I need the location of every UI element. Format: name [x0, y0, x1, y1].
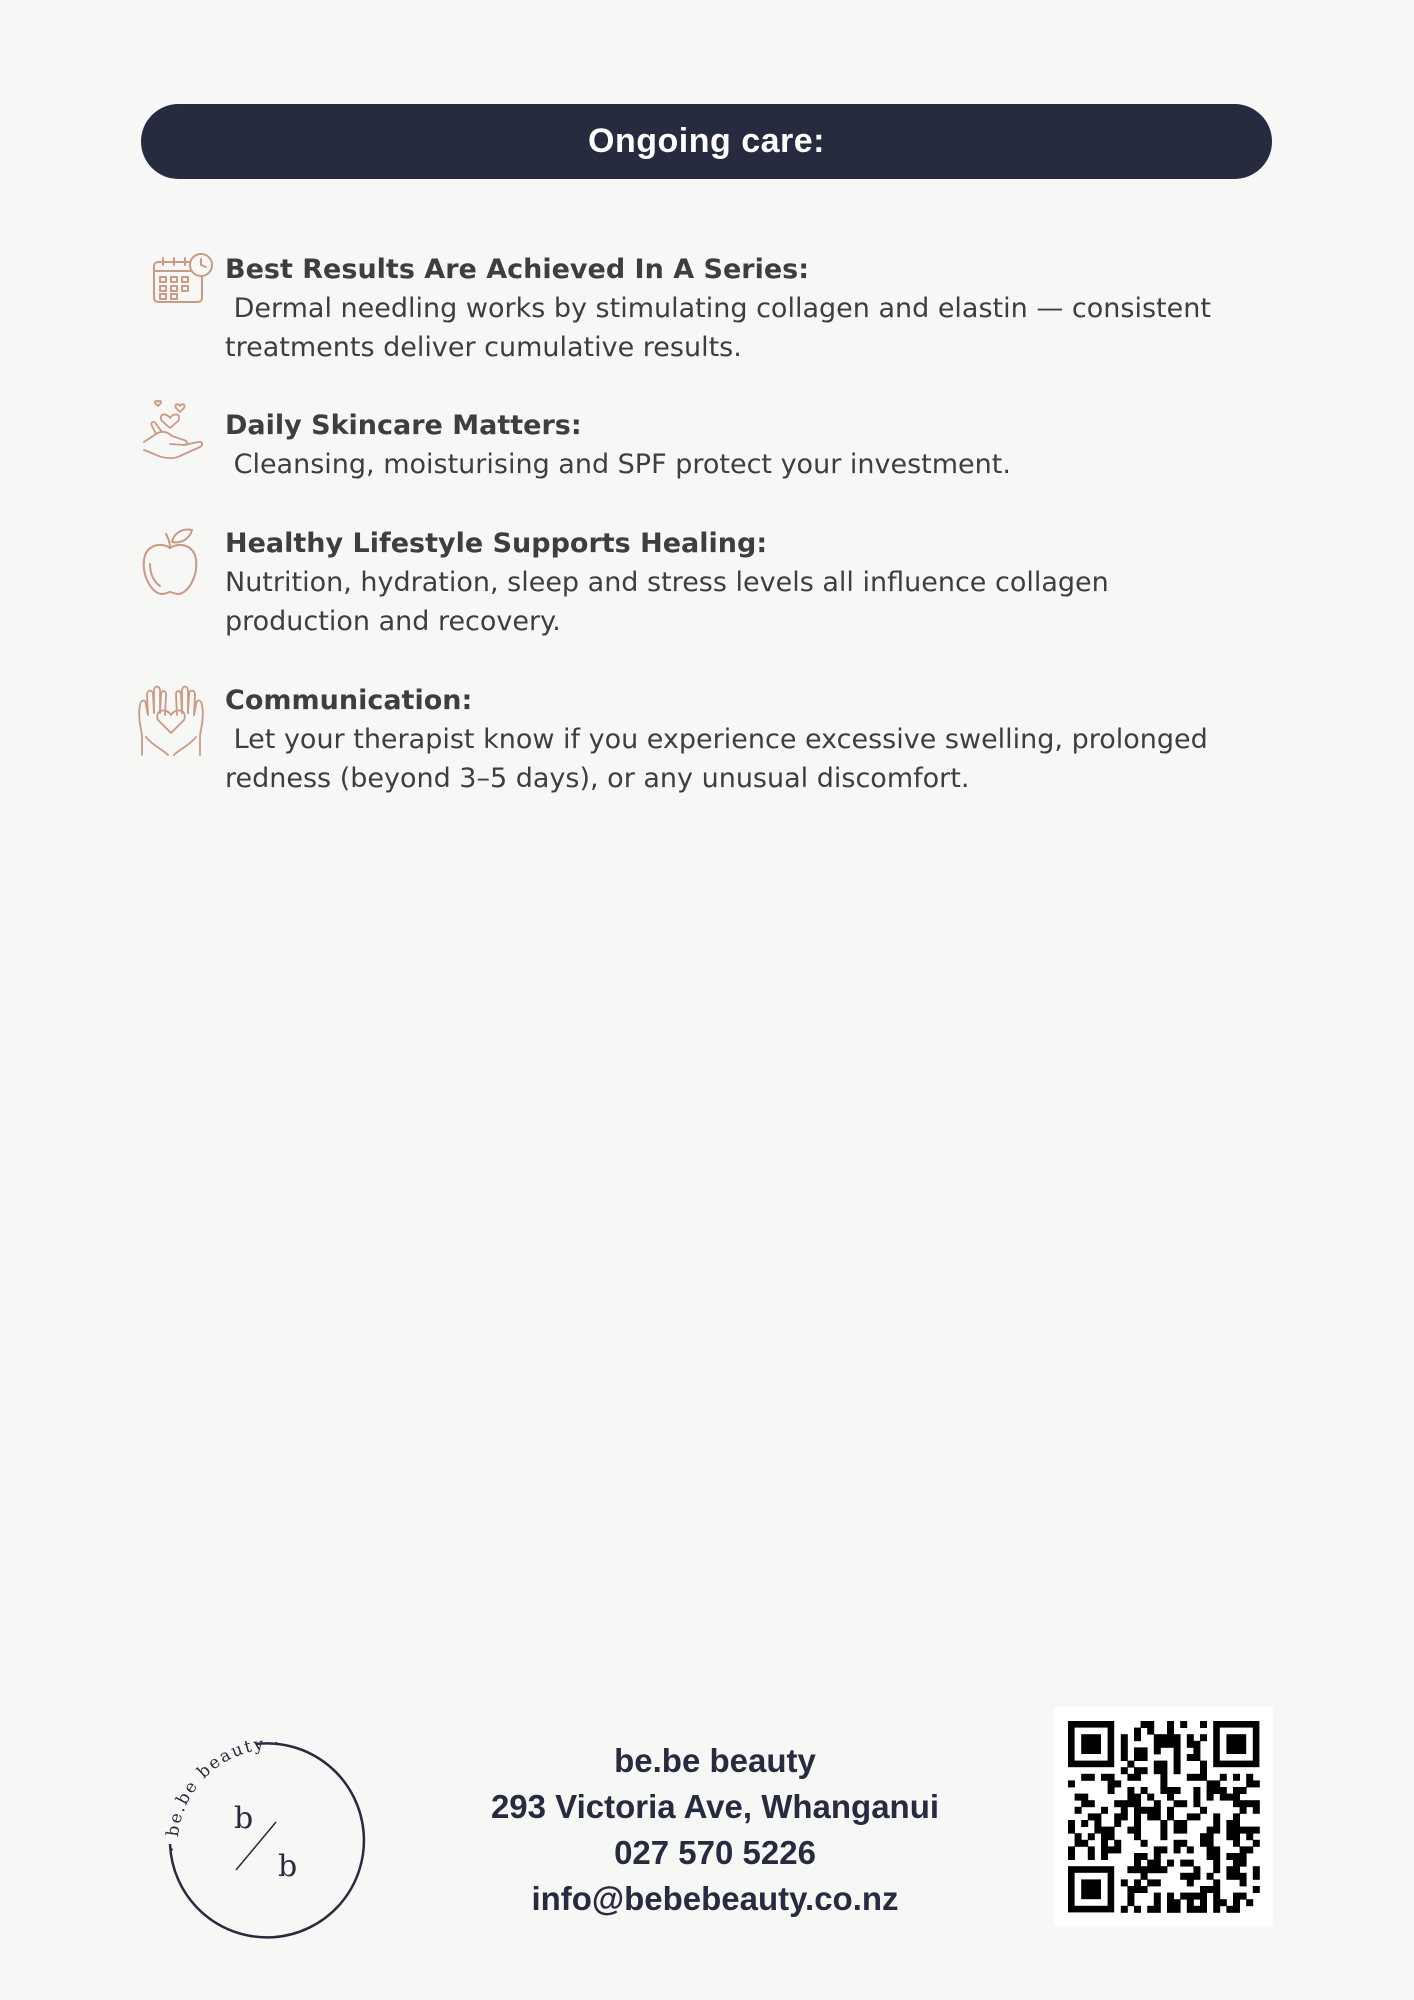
svg-text:· be.be beauty · — [163, 1734, 282, 1853]
hand-hearts-icon — [136, 390, 214, 468]
brand-logo — [148, 1724, 380, 1956]
care-item-title: Daily Skincare Matters: — [225, 410, 582, 441]
section-title: Ongoing care: — [588, 122, 825, 160]
logo-letter-top: b — [234, 1801, 254, 1836]
business-email[interactable]: info@bebebeauty.co.nz — [531, 1880, 899, 1917]
care-item-title: Communication: — [225, 685, 473, 716]
care-item-title: Best Results Are Achieved In A Series: — [225, 254, 810, 285]
care-item-body: Dermal needling works by stimulating collagen and elastin — consistent treatments deliver cumulative results. — [225, 293, 1211, 363]
care-item-body: Let your therapist know if you experience excessive swelling, prolonged redness (beyond 3–5 days), or any unusual discomfort. — [225, 724, 1208, 794]
business-phone[interactable]: 027 570 5226 — [614, 1834, 816, 1871]
care-item-body: Nutrition, hydration, sleep and stress levels all influence collagen production and recovery. — [225, 567, 1109, 637]
care-item-title: Healthy Lifestyle Supports Healing: — [225, 528, 768, 559]
logo-arc-text: · be.be beauty · — [162, 1733, 282, 1853]
qr-code-graphic — [1054, 1707, 1273, 1926]
qr-code-icon — [1054, 1707, 1273, 1926]
business-address: 293 Victoria Ave, Whanganui — [490, 1788, 940, 1825]
hands-heart-icon — [132, 679, 210, 757]
logo-letter-bottom: b — [278, 1849, 298, 1884]
business-name: be.be beauty — [614, 1742, 816, 1779]
care-item-body: Cleansing, moisturising and SPF protect your investment. — [225, 449, 1011, 480]
section-header — [141, 104, 1272, 179]
contact-block — [420, 1738, 1010, 1922]
calendar-clock-icon — [136, 250, 214, 328]
apple-icon — [132, 524, 210, 602]
